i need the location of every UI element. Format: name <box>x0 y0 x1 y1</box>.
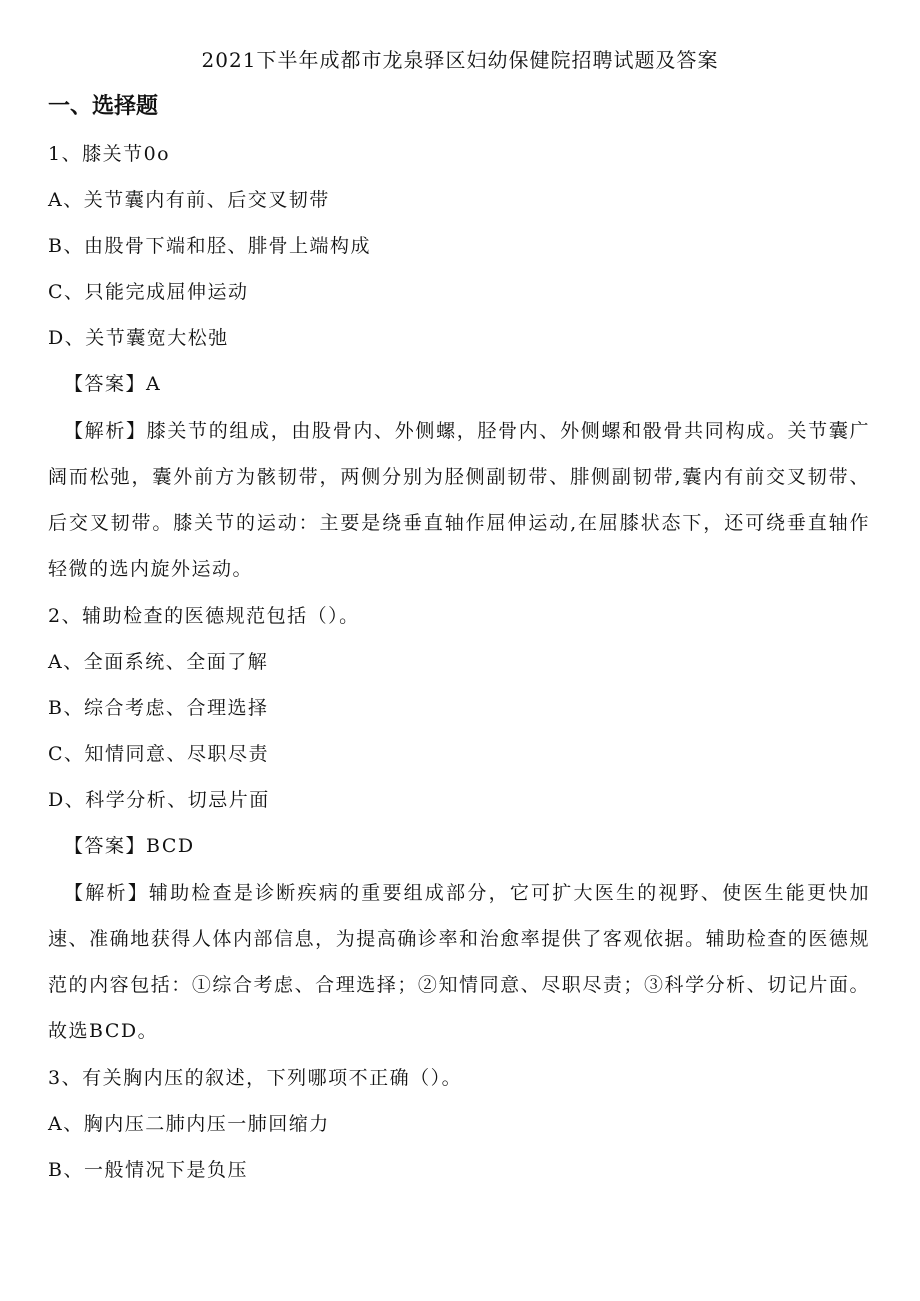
question-1-option-a: A、关节囊内有前、后交叉韧带 <box>48 189 330 211</box>
question-1-option-d: D、关节囊宽大松弛 <box>48 327 229 349</box>
question-1-analysis: 【解析】膝关节的组成，由股骨内、外侧螺，胫骨内、外侧螺和骰骨共同构成。关节囊广阔而松弛，囊外前方为骸韧带，两侧分别为胫侧副韧带、腓侧副韧带,囊内有前交叉韧带、后交叉韧带。膝关节的运动：主要是绕垂直轴作屈伸运动,在屈膝状态下，还可绕垂直轴作轻微的选内旋外运动。 <box>48 420 870 580</box>
question-1-stem: 1、膝关节0o <box>48 143 171 165</box>
section-heading: 一、选择题 <box>48 94 159 119</box>
question-2-option-a: A、全面系统、全面了解 <box>48 651 269 673</box>
question-1-option-b: B、由股骨下端和胫、腓骨上端构成 <box>48 235 371 257</box>
question-2-answer: 【答案】BCD <box>64 835 195 857</box>
question-3-stem: 3、有关胸内压的叙述，下列哪项不正确（）。 <box>48 1067 463 1089</box>
question-2-analysis: 【解析】辅助检查是诊断疾病的重要组成部分，它可扩大医生的视野、使医生能更快加速、准确地获得人体内部信息，为提高确诊率和治愈率提供了客观依据。辅助检查的医德规范的内容包括：①综合考虑、合理选择；②知情同意、尽职尽责；③科学分析、切记片面。故选BCD。 <box>48 882 870 1042</box>
question-2-stem: 2、辅助检查的医德规范包括（）。 <box>48 605 360 627</box>
question-1-option-c: C、只能完成屈伸运动 <box>48 281 249 303</box>
question-3-option-b: B、一般情况下是负压 <box>48 1159 248 1181</box>
question-2-option-b: B、综合考虑、合理选择 <box>48 697 269 719</box>
document-title: 2021下半年成都市龙泉驿区妇幼保健院招聘试题及答案 <box>201 48 719 72</box>
question-3-option-a: A、胸内压二肺内压一肺回缩力 <box>48 1113 330 1135</box>
question-1-answer: 【答案】A <box>64 373 162 395</box>
question-2-option-c: C、知情同意、尽职尽责 <box>48 743 270 765</box>
question-2-option-d: D、科学分析、切忌片面 <box>48 789 270 811</box>
